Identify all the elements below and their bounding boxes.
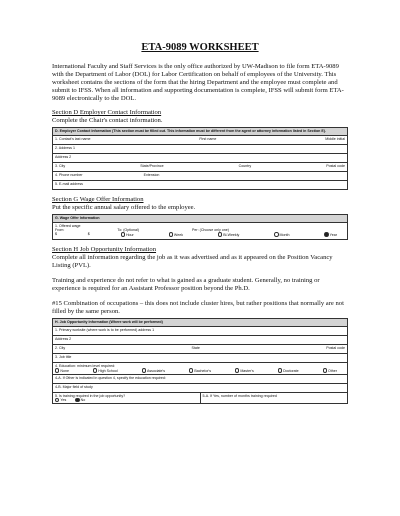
wage-option-week[interactable]: Week	[169, 232, 188, 236]
extension-label: Extension	[143, 173, 160, 178]
wage-option-month[interactable]: Month	[274, 232, 293, 236]
worksite-postal-label: Postal code	[326, 346, 345, 351]
city-field[interactable]	[53, 163, 348, 172]
form-g-header: G. Wage Offer Information	[53, 215, 348, 223]
worksite-address1-label: 1. Primary worksite (where work is to be performed) address 1	[55, 328, 155, 333]
contact-first-name-label: First name	[199, 137, 217, 142]
education-field[interactable]	[53, 363, 348, 374]
offered-wage-label: 1. Offered wage	[55, 224, 81, 229]
wage-option-biweekly[interactable]: Bi-Weekly	[218, 232, 244, 236]
wage-from-label: From:	[55, 228, 65, 233]
major-label: 4-B. Major field of study	[55, 384, 93, 389]
country-label: Country	[238, 164, 252, 169]
edu-option-doctorate[interactable]: Doctorate	[278, 368, 303, 372]
training-required-field[interactable]	[53, 392, 201, 403]
training-paragraph: Training and experience do not refer to what is gained as a graduate student. Generally, no training or experience is required for an Assistant Professor position beyond the Ph.D.	[52, 277, 320, 293]
address1-label: 2. Address 1	[55, 146, 75, 151]
form-d-header: D. Employer Contact Information (This section must be filled out. This information must be different from the agent or attorney information listed in Section E).	[53, 128, 348, 136]
phone-field[interactable]	[53, 172, 348, 181]
state-label: State/Province	[140, 164, 164, 169]
contact-name-field[interactable]	[53, 136, 348, 145]
wage-to-dollar: $	[87, 232, 90, 237]
wage-option-year[interactable]: Year	[324, 232, 341, 236]
contact-last-name-label: 1. Contact's last name	[55, 137, 91, 142]
wage-per-label: Per: (Choose only one)	[192, 228, 229, 233]
edu-option-other[interactable]: Other	[323, 368, 341, 372]
section-h-heading: Section H Job Opportunity Information	[52, 246, 157, 254]
training-months-field[interactable]	[200, 392, 348, 403]
worksite-address2-field[interactable]	[53, 336, 348, 345]
edu-option-bachelors[interactable]: Bachelor's	[189, 368, 215, 372]
job-opportunity-form	[52, 318, 348, 404]
email-label: 5. E-mail address	[55, 182, 83, 187]
offered-wage-field[interactable]	[53, 223, 348, 240]
training-months-label: 5-A. If Yes, number of months training required	[202, 393, 277, 398]
education-other-field[interactable]	[53, 374, 348, 383]
edu-option-none[interactable]: None	[55, 368, 73, 372]
education-label: 4. Education: minimum level required:	[55, 364, 116, 369]
postal-code-label: Postal code	[326, 164, 345, 169]
section-g-heading: Section G Wage Offer Information	[52, 196, 144, 204]
training-no-option[interactable]: No	[75, 398, 89, 402]
employer-contact-form	[52, 127, 348, 190]
page-title: ETA-9089 WORKSHEET	[141, 42, 259, 53]
job-title-label: 3. Job title	[55, 355, 72, 360]
intro-paragraph: International Faculty and Staff Services is the only office authorized by UW-Madison to file form ETA-9089 with the Department of Labor (DOL) for Labor Certification on behalf of employees of the University. This worksheet contains the sections of the form that the hiring Department and the employee must complete and submit to IFSS. When all information and supporting documentation is complete, IFSS will submit form ETA-9089 electronically to the DOL.	[52, 63, 344, 103]
section-h-instruction: Complete all information regarding the job as it was advertised and as it appeared on the Position Vacancy Listing (PVL).	[52, 254, 333, 270]
worksite-city-label: 2. City	[55, 346, 66, 351]
education-other-label: 4-A. If Other is indicated in question 4, specify the education required:	[55, 375, 166, 380]
city-label: 3. City	[55, 164, 66, 169]
wage-offer-form	[52, 214, 348, 240]
edu-option-masters[interactable]: Master's	[235, 368, 258, 372]
job-title-field[interactable]	[53, 354, 348, 363]
section-g-instruction: Put the specific annual salary offered to the employee.	[52, 204, 196, 212]
address1-field[interactable]	[53, 145, 348, 154]
address2-label: Address 2	[55, 155, 72, 160]
worksite-address2-label: Address 2	[55, 337, 72, 342]
edu-option-associates[interactable]: Associate's	[142, 368, 169, 372]
wage-from-dollar: $	[55, 232, 57, 237]
training-required-label: 5. Is training required in the job opportunity?	[55, 393, 126, 398]
wage-option-hour[interactable]: Hour	[121, 232, 138, 236]
major-field[interactable]	[53, 383, 348, 392]
section-d-heading: Section D Employer Contact Information	[52, 109, 162, 117]
address2-field[interactable]	[53, 154, 348, 163]
worksite-city-field[interactable]	[53, 345, 348, 354]
email-field[interactable]	[53, 181, 348, 190]
form-h-header: H. Job Opportunity Information (Where work will be performed)	[53, 319, 348, 327]
training-yes-option[interactable]: Yes	[55, 398, 70, 402]
contact-middle-initial-label: Middle initial	[325, 137, 345, 142]
edu-option-high-school[interactable]: High School	[93, 368, 122, 372]
worksite-address1-field[interactable]	[53, 327, 348, 336]
wage-to-label: To: (Optional)	[117, 228, 139, 233]
worksite-state-label: State	[191, 346, 200, 351]
section-d-instruction: Complete the Chair's contact information.	[52, 117, 163, 125]
phone-label: 4. Phone number	[55, 173, 83, 178]
combination-paragraph: #15 Combination of occupations – this does not include cluster hires, but rather positions that normally are not filled by the same person.	[52, 300, 344, 316]
